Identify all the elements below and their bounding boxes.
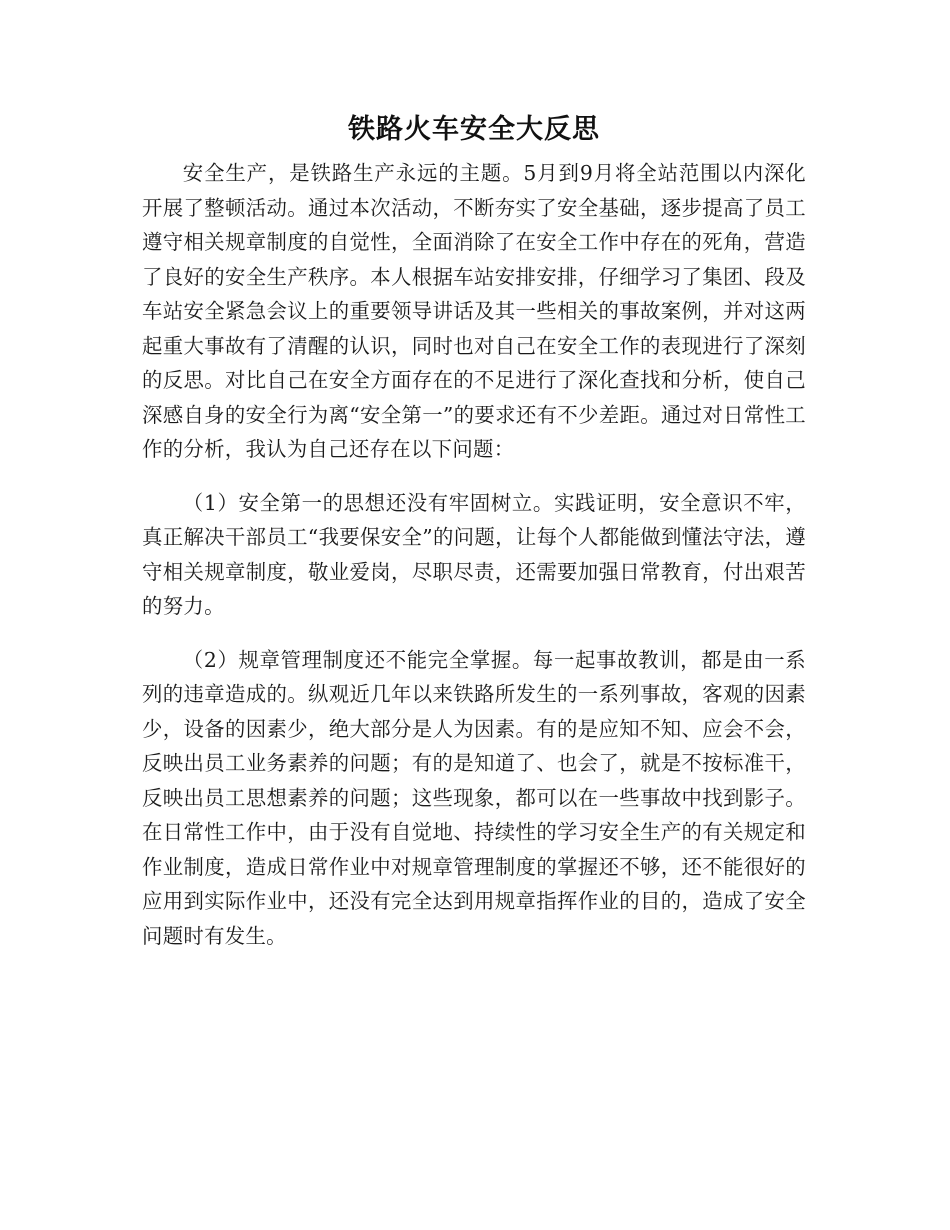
document-page [142, 110, 806, 972]
document-title: 铁路火车安全大反思 [348, 114, 600, 145]
paragraph-intro: 安全生产，是铁路生产永远的主题。5月到9月将全站范围以内深化开展了整顿活动。通过本次活动，不断夯实了安全基础，逐步提高了员工遵守相关规章制度的自觉性，全面消除了在安全工作中存在的死角，营造了良好的安全生产秩序。本人根据车站安排安排，仔细学习了集团、段及车站安全紧急会议上的重要领导讲话及其一些相关的事故案例，并对这两起重大事故有了清醒的认识，同时也对自己在安全工作的表现进行了深刻的反思。对比自己在安全方面存在的不足进行了深化查找和分析，使自己深感自身的安全行为离“安全第一”的要求还有不少差距。通过对日常性工作的分析，我认为自己还存在以下问题： [142, 161, 806, 461]
paragraph-issue-1: （1）安全第一的思想还没有牢固树立。实践证明，安全意识不牢，真正解决干部员工“我要保安全”的问题，让每个人都能做到懂法守法，遵守相关规章制度，敬业爱岗，尽职尽责，还需要加强日常教育，付出艰苦的努力。 [142, 490, 806, 618]
paragraph-issue-2: （2）规章管理制度还不能完全掌握。每一起事故教训，都是由一系列的违章造成的。纵观近几年以来铁路所发生的一系列事故，客观的因素少，设备的因素少，绝大部分是人为因素。有的是应知不知、应会不会，反映出员工业务素养的问题；有的是知道了、也会了，就是不按标准干，反映出员工思想素养的问题；这些现象，都可以在一些事故中找到影子。在日常性工作中，由于没有自觉地、持续性的学习安全生产的有关规定和作业制度，造成日常作业中对规章管理制度的掌握还不够，还不能很好的应用到实际作业中，还没有完全达到用规章指挥作业的目的，造成了安全问题时有发生。 [142, 647, 806, 948]
